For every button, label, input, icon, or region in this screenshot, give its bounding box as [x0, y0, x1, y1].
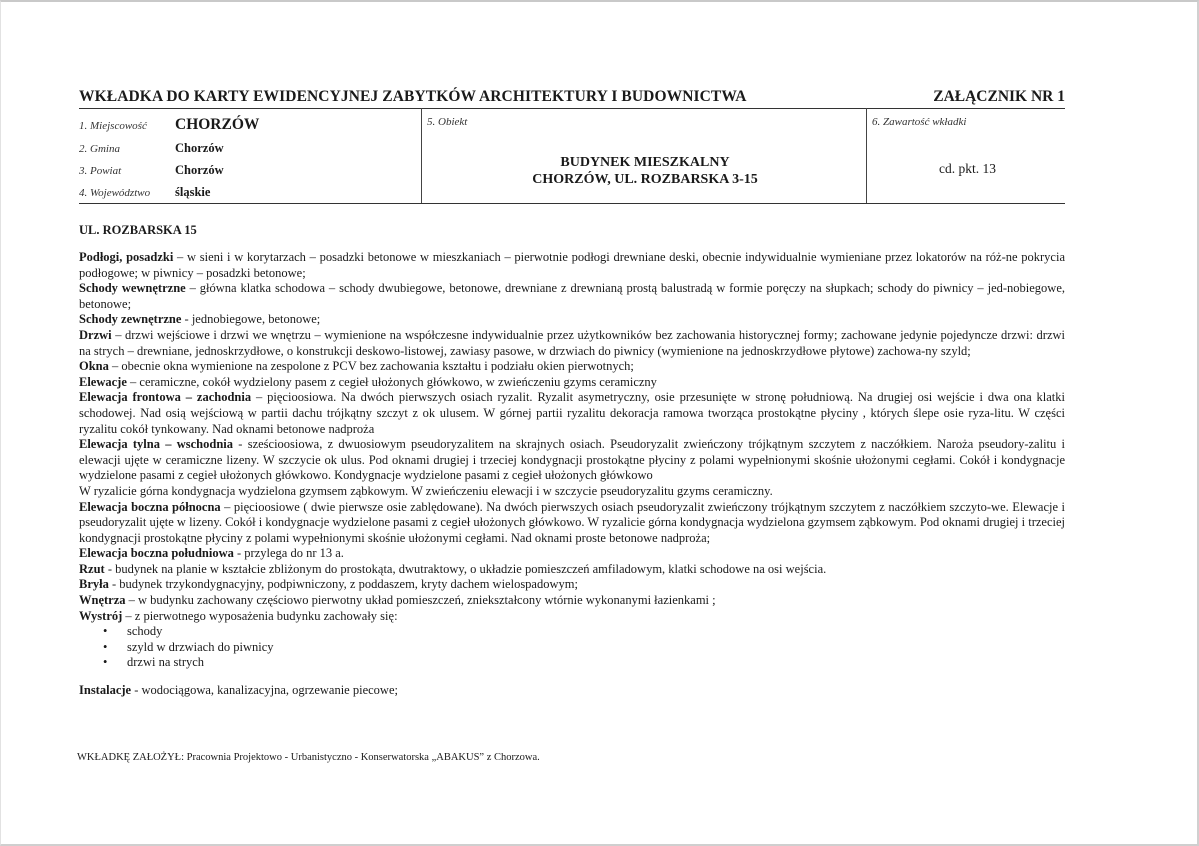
list-item [79, 640, 1065, 656]
paragraph [79, 375, 1065, 391]
paragraph-text: - przylega do nr 13 a. [233, 546, 344, 561]
bullet-icon: • [103, 624, 108, 639]
paragraph [79, 390, 1065, 437]
paragraph-label: Schody wewnętrzne [79, 281, 186, 296]
object-name-line-2: CHORZÓW, UL. ROZBARSKA 3-15 [532, 172, 758, 187]
object-name [425, 154, 865, 188]
locality-label: 1. Miejscowość [79, 120, 147, 132]
list-item [79, 655, 1065, 671]
document-title: WKŁADKA DO KARTY EWIDENCYJNEJ ZABYTKÓW ARCHITEKTURY I BUDOWNICTWA [79, 88, 747, 105]
paragraph [79, 359, 1065, 375]
object-name-line-1: BUDYNEK MIESZKALNY [560, 155, 730, 170]
paragraph-label: Okna [79, 359, 109, 374]
paragraph [79, 593, 1065, 609]
voivodeship-value: śląskie [175, 185, 211, 199]
paragraph-label: Elewacja boczna północna [79, 499, 221, 514]
paragraph-label: Bryła [79, 577, 109, 592]
installations-label: Instalacje [79, 683, 132, 697]
field-voivodeship [79, 185, 419, 200]
furnishings-list [79, 624, 1065, 671]
column-divider-2 [866, 108, 867, 204]
paragraph [79, 562, 1065, 578]
paragraph-label: Elewacja boczna południowa [79, 546, 234, 561]
form-bottom-rule [79, 203, 1065, 204]
voivodeship-label: 4. Województwo [79, 187, 151, 199]
header-rule [79, 108, 1065, 109]
paragraph-label: Rzut [79, 561, 105, 576]
field-commune [79, 141, 419, 156]
list-item-text: schody [127, 624, 163, 639]
description-body [79, 250, 1065, 671]
paragraph-text: - budynek trzykondygnacyjny, podpiwniczony, z poddaszem, kryty dachem wielospadowym; [108, 577, 578, 592]
paragraph-label: Podłogi, posadzki [79, 250, 174, 264]
paragraph [79, 484, 1065, 500]
installations [79, 683, 398, 698]
field-locality [79, 116, 419, 134]
paragraph [79, 437, 1065, 484]
paragraph-text: – drzwi wejściowe i drzwi we wnętrzu – wymienione na współczesne indywidualnie przez użytkowników bez zachowania historycznej formy; zachowane jedynie pojedyncze drzwi: drzwi na strych – drewniane, jednoskrzydłowe, o konstrukcji deskowo-listowej, zawiasy pasowe, w drzwiach do piwnicy (wymienione na jednoskrzydłowe płytowe) zachowa-ny szyld; [79, 327, 1065, 358]
paragraph [79, 546, 1065, 562]
commune-value: Chorzów [175, 141, 224, 155]
county-value: Chorzów [175, 163, 224, 177]
paragraph [79, 328, 1065, 359]
paragraph-text: – pięcioosiowa. Na dwóch pierwszych osiach ryzalit. Ryzalit asymetryczny, osie przesunięte w stronę południową. Na drugiej osi wejście i dwa ona klatki schodowej. Nad osią wejściową w partii dachu trójkątny szczyt z ok ulusem. W górnej partii ryzalitu dekoracja ramowa tworząca prostokątne płyciny , których ślepe osie ryza-litu. W części ryzalitu cokół tynkowany. Nad oknami betonowe nadproża [79, 390, 1065, 436]
paragraph-text: – pięcioosiowe ( dwie pierwsze osie zablędowane). Na dwóch pierwszych osiach pseudoryzalit zwieńczony trójkątnym szczytem z naczółkiem szczyto-we. Elewacje i pseudoryzalit ujęte w lizeny. Cokół i kondygnacje wydzielone pasami z cegieł ułożonych główkowo. W ryzalicie górna kondygnacja wydzielona gzymsem ząbkowym. Pod oknami drugiej i trzeciej kondygnacji prostokątne płyciny z polami wypełnionymi skośnie ułożonymi cegłami. Nad oknami proste betonowe nadproża; [79, 499, 1065, 545]
paragraph-label: Wystrój [79, 608, 123, 623]
paragraph [79, 609, 1065, 625]
paragraph-text: – obecnie okna wymienione na zespolone z PCV bez zachowania kształtu i podziału okien pierwotnych; [108, 359, 634, 374]
paragraph-text: - sześcioosiowa, z dwuosiowym pseudoryzalitem na skrajnych osiach. Pseudoryzalit zwieńczony trójkątnym szczytem z naczółkiem. Naroża pseudory-zalitu i elewacji ujęte w ceramiczne lizeny. W szczycie ok ulus. Pod oknami drugiej i trzeciej kondygnacji prostokątne płyciny z polami wypełnionymi skośnie ułożonymi cegłami. Cokół i kondygnacje wydzielone pasami z cegieł ułożonych główkowo. Kondygnacje wydzielone pasami z cegieł ułożonych główkowo [79, 437, 1066, 483]
county-label: 3. Powiat [79, 165, 122, 177]
paragraph [79, 500, 1065, 547]
contents-value: cd. pkt. 13 [939, 161, 996, 176]
paragraph-label: Elewacja frontowa – zachodnia [79, 390, 252, 405]
paragraph-text: – w sieni i w korytarzach – posadzki betonowe w mieszkaniach – pierwotnie podłogi drewniane deski, obecnie indywidualnie wymieniane przez lokatorów na róż-ne pokrycia podłogowe; w piwnicy – posadzki betonowe; [79, 250, 1065, 280]
paragraph [79, 281, 1065, 312]
paragraph [79, 577, 1065, 593]
document-header [79, 88, 1065, 106]
paragraph-text: - budynek na planie w kształcie zbliżonym do prostokąta, dwutraktowy, o układzie pomieszczeń amfiladowym, klatki schodowe na osi wejścia. [104, 561, 827, 576]
paragraph-label: Elewacje [79, 374, 127, 389]
paragraph-label: Schody zewnętrzne [79, 312, 182, 327]
locality-value: CHORZÓW [175, 116, 260, 133]
paragraph-text: – z pierwotnego wyposażenia budynku zachowały się: [122, 608, 398, 623]
paragraph-label: Wnętrza [79, 593, 126, 608]
list-item-text: drzwi na strych [127, 655, 205, 670]
field-county [79, 163, 419, 178]
paragraph-label: Elewacja tylna – wschodnia [79, 437, 234, 452]
paragraph-text: - jednobiegowe, betonowe; [181, 312, 321, 327]
paragraph-label: Drzwi [79, 327, 112, 342]
installations-text: - wodociągowa, kanalizacyjna, ogrzewanie piecowe; [131, 683, 398, 697]
list-item [79, 624, 1065, 640]
paragraph-text: – ceramiczne, cokół wydzielony pasem z cegieł ułożonych główkowo, w zwieńczeniu gzyms ceramiczny [126, 374, 657, 389]
commune-label: 2. Gmina [79, 143, 120, 155]
section-title: UL. ROZBARSKA 15 [79, 223, 197, 237]
bullet-icon: • [103, 639, 108, 654]
paragraph [79, 250, 1065, 281]
annex-label: ZAŁĄCZNIK NR 1 [933, 88, 1065, 105]
object-label: 5. Obiekt [427, 116, 468, 128]
list-item-text: szyld w drzwiach do piwnicy [127, 639, 274, 654]
paragraph [79, 312, 1065, 328]
bullet-icon: • [103, 655, 108, 670]
contents-label: 6. Zawartość wkładki [872, 116, 967, 128]
paragraph-text: – w budynku zachowany częściowo pierwotny układ pomieszczeń, zniekształcony wtórnie wykonanymi łazienkami ; [125, 593, 716, 608]
column-divider-1 [421, 108, 422, 204]
footer-note: WKŁADKĘ ZAŁOŻYŁ: Pracownia Projektowo - Urbanistyczno - Konserwatorska „ABAKUS” z Chorzowa. [77, 752, 540, 763]
paragraph-text: – główna klatka schodowa – schody dwubiegowe, betonowe, drewniane z drewnianą prostą balustradą w formie poręczy na słupkach; schody do piwnicy – jed-nobiegowe, betonowe; [79, 281, 1066, 311]
paragraph-text: W ryzalicie górna kondygnacja wydzielona gzymsem ząbkowym. W zwieńczeniu elewacji i w szczycie pseudoryzalitu gzyms ceramiczny. [79, 483, 773, 498]
